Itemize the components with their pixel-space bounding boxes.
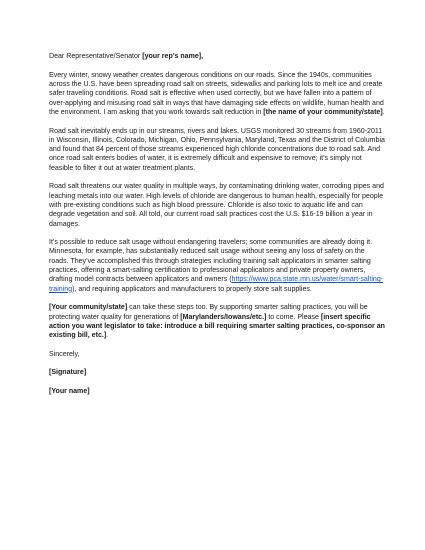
paragraph-minnesota xyxy=(49,238,385,294)
paragraph-streams: Road salt inevitably ends up in our streams, rivers and lakes. USGS monitored 30 streams from 1960-2011 in Wisconsin, Illinois, Colorado, Michigan, Ohio, Pennsylvania, Maryland, Texas and the District of Columbia and found that 84 percent of those streams experienced high chloride concentrations due to road salt. And once road salt enters bodies of water, it is extremely difficult and expensive to remove; it’s simply not feasible to filter it out at water treatment plants. xyxy=(49,127,385,172)
community-state-placeholder: [the name of your community/state] xyxy=(263,108,383,116)
your-name-placeholder: [Your name] xyxy=(49,387,90,395)
paragraph-minnesota-end: ), and requiring applicators and manufacturers to properly store salt supplies. xyxy=(72,285,312,293)
rep-name-placeholder: [your rep’s name], xyxy=(142,53,204,60)
greeting-salutation: Dear Representative/Senator xyxy=(49,53,143,60)
paragraph-intro-text: Every winter, snowy weather creates dangerous conditions on our roads. Since the 1940s, communities across the U.S. have been spreading road salt on streets, sidewalks and parking lots to melt ice and create safer traveling conditions. Road salt is effective when used correctly, but we have fallen into a pattern of over-applying and misusing road salt in ways that have damaging side effects on wildlife, human health and the environment. I am asking that you work towards salt reduction in xyxy=(49,71,384,116)
smart-salting-link[interactable]: https://www.pca.state.mn.us/water/smart-salting-training xyxy=(49,276,384,293)
closing: Sincerely, xyxy=(49,350,80,358)
paragraph-call-to-action xyxy=(49,303,385,340)
call-to-action-end: . xyxy=(106,332,109,340)
paragraph-minnesota-text: It’s possible to reduce salt usage without endangering travelers; some communities are already doing it. Minnesota, for example, has substantially reduced salt usage without seeing any loss of safety on the roads. They’ve accomplished this through strategies including training salt applicators in smarter salting practices, offering a smart-salting certification to professional applicators and private property owners, drafting model contracts between applicators and owners ( xyxy=(49,239,373,284)
call-to-action-text-1: can take these steps too. By supporting smarter salting practices, you will be protecting water quality for generations of xyxy=(49,304,368,321)
residents-placeholder: [Marylanders/Iowans/etc.] xyxy=(180,313,267,321)
paragraph-intro xyxy=(49,71,385,117)
paragraph-water-quality: Road salt threatens our water quality in multiple ways, by contaminating drinking water, corroding pipes and leaching metals into our water. High levels of chloride are dangerous to human health, especially for people with pre-existing conditions such as high blood pressure. Chloride is also toxic to aquatic life and can degrade vegetation and soil. All told, our current road salt practices cost the U.S. $16-19 billion a year in damages. xyxy=(49,183,384,228)
specific-action-placeholder: [insert specific action you want legislator to take: introduce a bill requiring smarter salting practices, co-sponsor an existing bill, etc.] xyxy=(49,313,385,340)
greeting xyxy=(49,52,385,61)
paragraph-intro-end: . xyxy=(382,108,385,116)
call-to-action-text-2: to come. Please xyxy=(266,313,321,321)
your-community-placeholder: [Your community/state] xyxy=(49,304,128,312)
signature-placeholder: [Signature] xyxy=(49,369,87,377)
